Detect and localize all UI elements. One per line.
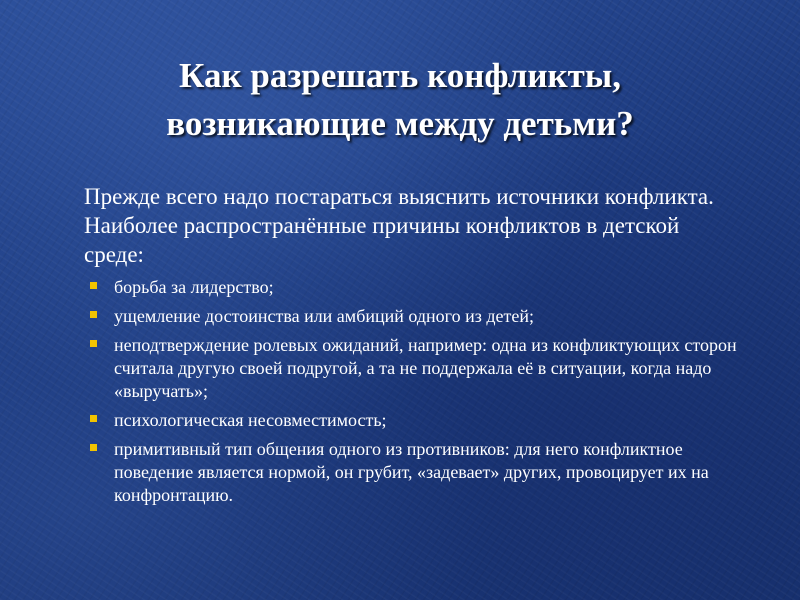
list-item-text: психологическая несовместимость; [114, 410, 387, 430]
list-item-text: неподтверждение ролевых ожиданий, например: одна из конфликтующих сторон считала другую своей подругой, а та не поддержала её в ситуации, когда надо «выручать»; [114, 335, 737, 401]
list-item [90, 305, 740, 328]
list-item [90, 334, 740, 403]
title-line-2: возникающие между детьми? [166, 104, 634, 143]
slide-title [40, 52, 760, 148]
square-bullet-icon [90, 444, 97, 451]
square-bullet-icon [90, 340, 97, 347]
list-item-text: примитивный тип общения одного из противников: для него конфликтное поведение является нормой, он грубит, «задевает» других, провоцирует их на конфронтацию. [114, 439, 709, 505]
square-bullet-icon [90, 282, 97, 289]
intro-paragraph: Прежде всего надо постараться выяснить источники конфликта. Наиболее распространённые причины конфликтов в детской среде: [84, 184, 714, 267]
list-item-text: борьба за лидерство; [114, 277, 274, 297]
list-item [90, 438, 740, 507]
list-item [90, 276, 740, 299]
square-bullet-icon [90, 415, 97, 422]
list-item-text: ущемление достоинства или амбиций одного из детей; [114, 306, 534, 326]
causes-list [90, 276, 740, 513]
square-bullet-icon [90, 311, 97, 318]
title-line-1: Как разрешать конфликты, [179, 56, 621, 95]
list-item [90, 409, 740, 432]
